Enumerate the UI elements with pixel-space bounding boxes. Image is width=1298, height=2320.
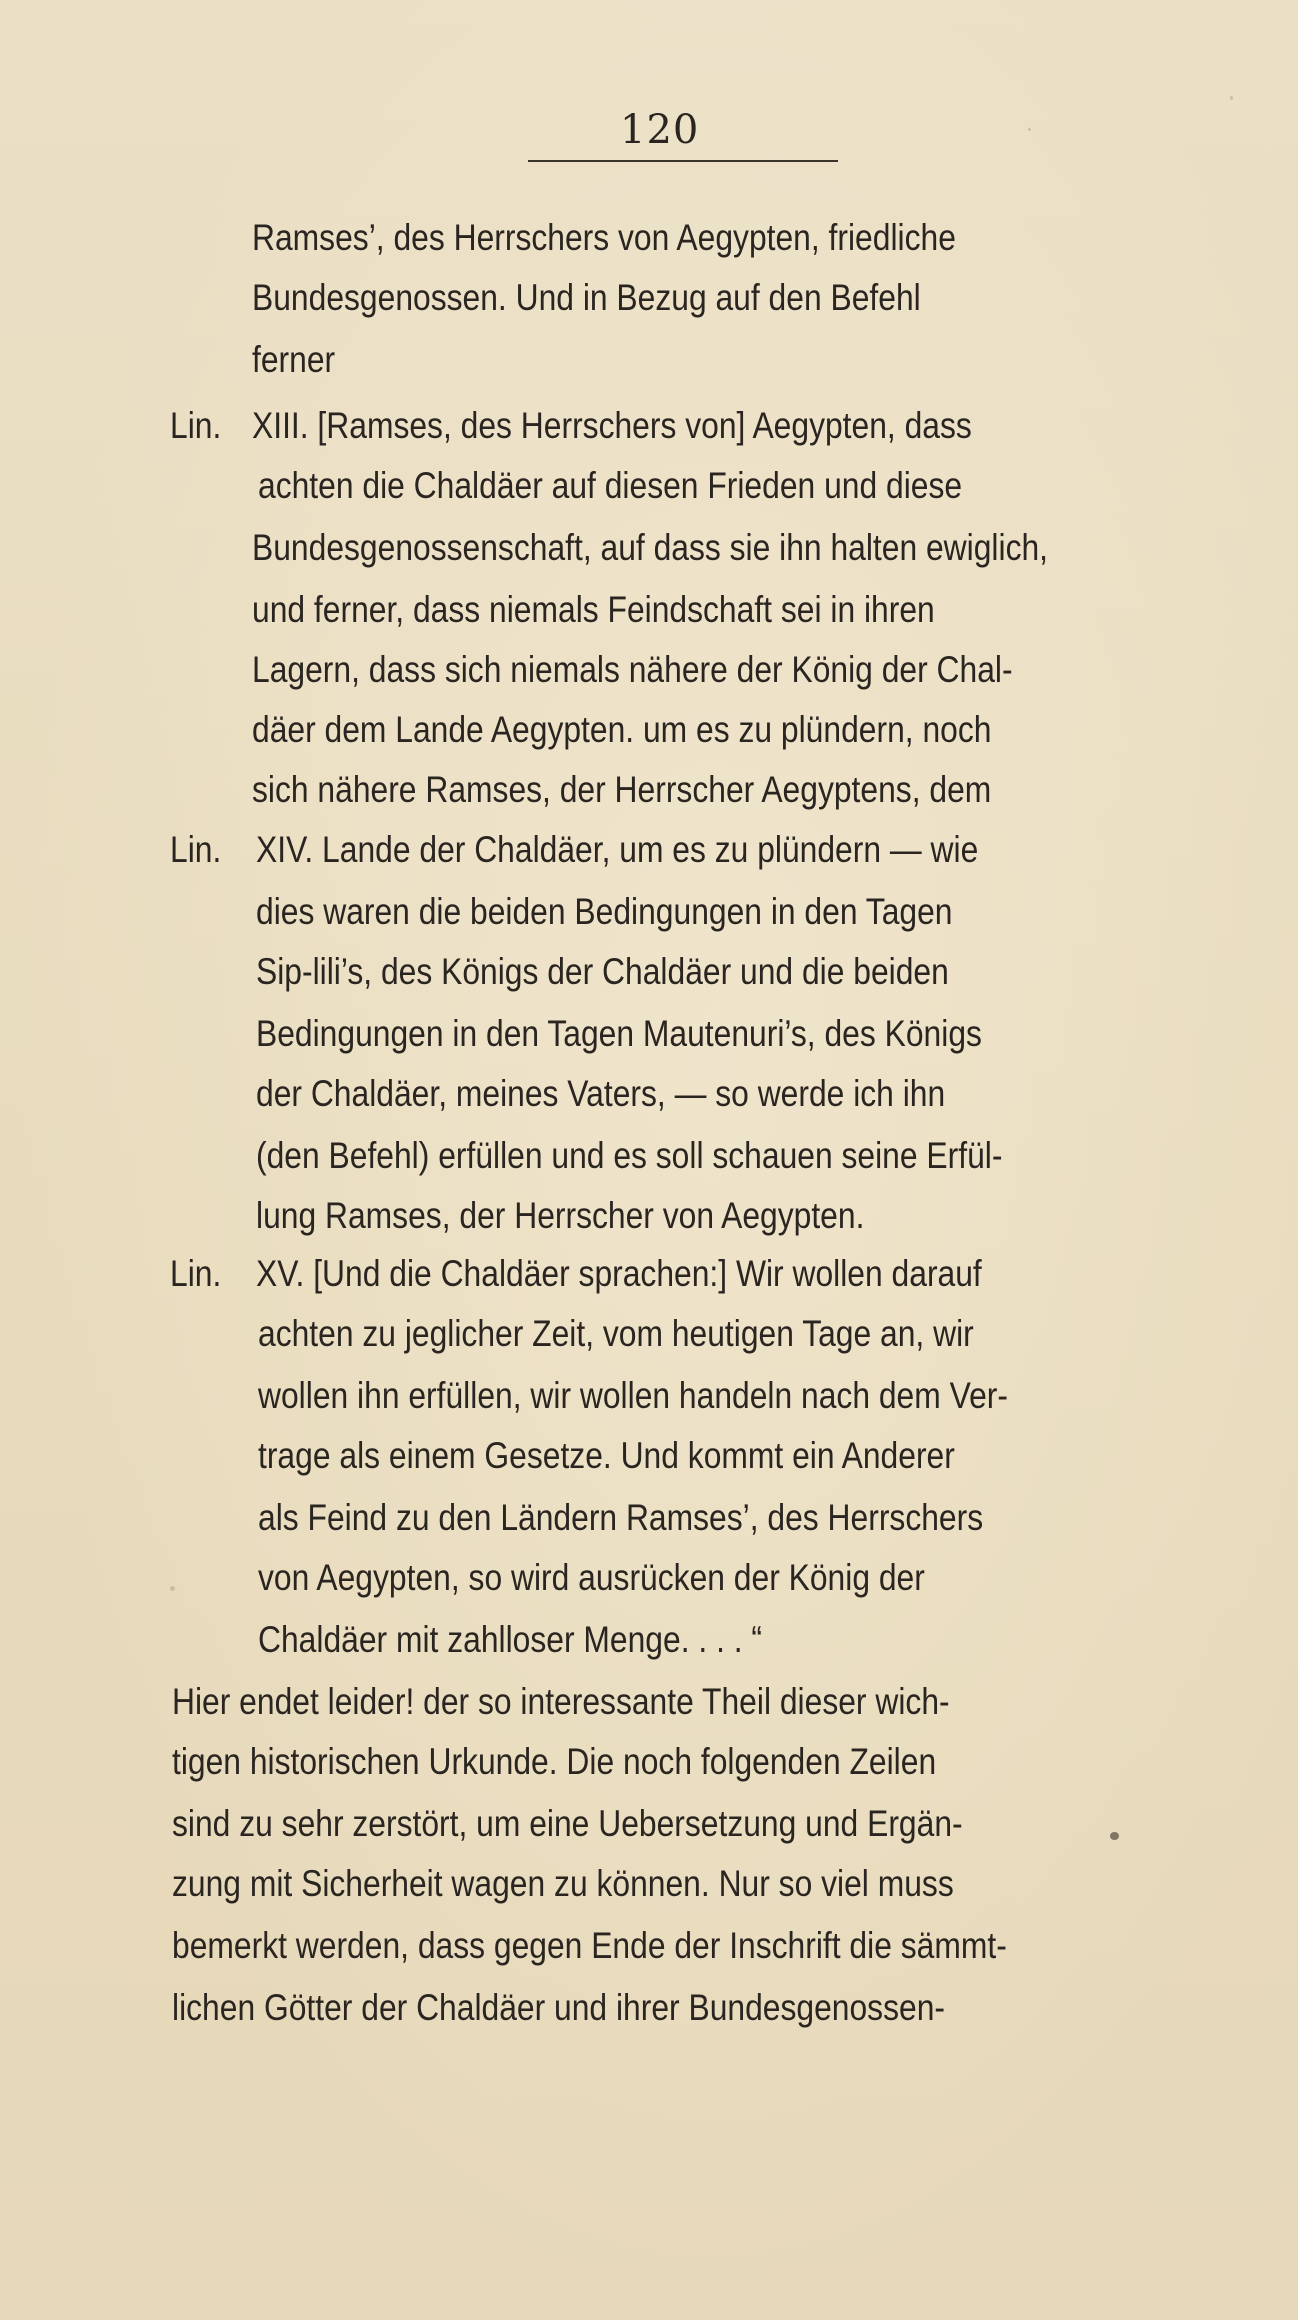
margin-label-lin-xiii: Lin. bbox=[170, 405, 222, 446]
text-line: Lagern, dass sich niemals nähere der König der Chal- bbox=[252, 649, 1013, 690]
text-line: Bundesgenossenschaft, auf dass sie ihn halten ewiglich, bbox=[252, 527, 1049, 568]
text-line: (den Befehl) erfüllen und es soll schauen seine Erfül- bbox=[256, 1135, 1003, 1176]
paper-speck bbox=[1230, 96, 1233, 100]
text-line: lichen Götter der Chaldäer und ihrer Bundesgenossen- bbox=[172, 1987, 945, 2028]
text-line: trage als einem Gesetze. Und kommt ein Anderer bbox=[258, 1435, 955, 1476]
text-line: XIII. [Ramses, des Herrschers von] Aegypten, dass bbox=[252, 405, 972, 446]
paper-speck bbox=[1110, 1832, 1119, 1840]
text-line: wollen ihn erfüllen, wir wollen handeln nach dem Ver- bbox=[258, 1375, 1008, 1416]
text-line: tigen historischen Urkunde. Die noch folgenden Zeilen bbox=[172, 1741, 937, 1782]
text-line: Sip-lili’s, des Königs der Chaldäer und die beiden bbox=[256, 951, 949, 992]
text-line: ferner bbox=[252, 339, 336, 380]
text-line: von Aegypten, so wird ausrücken der König der bbox=[258, 1557, 925, 1598]
text-line: achten zu jeglicher Zeit, vom heutigen Tage an, wir bbox=[258, 1313, 974, 1354]
text-line: lung Ramses, der Herrscher von Aegypten. bbox=[256, 1195, 865, 1236]
text-line: der Chaldäer, meines Vaters, — so werde ich ihn bbox=[256, 1073, 946, 1114]
text-line: däer dem Lande Aegypten. um es zu plündern, noch bbox=[252, 709, 992, 750]
text-line: bemerkt werden, dass gegen Ende der Inschrift die sämmt- bbox=[172, 1925, 1007, 1966]
text-line: als Feind zu den Ländern Ramses’, des Herrschers bbox=[258, 1497, 984, 1538]
text-line: Hier endet leider! der so interessante Theil dieser wich- bbox=[172, 1681, 950, 1722]
text-line: Bedingungen in den Tagen Mautenuri’s, des Königs bbox=[256, 1013, 982, 1054]
text-line: sich nähere Ramses, der Herrscher Aegyptens, dem bbox=[252, 769, 992, 810]
margin-label-lin-xv: Lin. bbox=[170, 1253, 222, 1294]
text-line: sind zu sehr zerstört, um eine Uebersetzung und Ergän- bbox=[172, 1803, 963, 1844]
paper-speck bbox=[170, 1586, 175, 1591]
text-line: XIV. Lande der Chaldäer, um es zu plündern — wie bbox=[256, 829, 979, 870]
text-line: Ramses’, des Herrschers von Aegypten, friedliche bbox=[252, 217, 956, 258]
paper-speck bbox=[1028, 128, 1031, 131]
text-line: Bundesgenossen. Und in Bezug auf den Befehl bbox=[252, 277, 921, 318]
page-number: 120 bbox=[620, 107, 700, 153]
text-line: achten die Chaldäer auf diesen Frieden und diese bbox=[258, 465, 963, 506]
header-rule bbox=[528, 160, 838, 162]
margin-label-lin-xiv: Lin. bbox=[170, 829, 222, 870]
text-line: Chaldäer mit zahlloser Menge. . . . “ bbox=[258, 1619, 763, 1660]
text-line: XV. [Und die Chaldäer sprachen:] Wir wollen darauf bbox=[256, 1253, 982, 1294]
text-line: dies waren die beiden Bedingungen in den Tagen bbox=[256, 891, 953, 932]
text-line: und ferner, dass niemals Feindschaft sei in ihren bbox=[252, 589, 935, 630]
text-line: zung mit Sicherheit wagen zu können. Nur so viel muss bbox=[172, 1863, 954, 1904]
